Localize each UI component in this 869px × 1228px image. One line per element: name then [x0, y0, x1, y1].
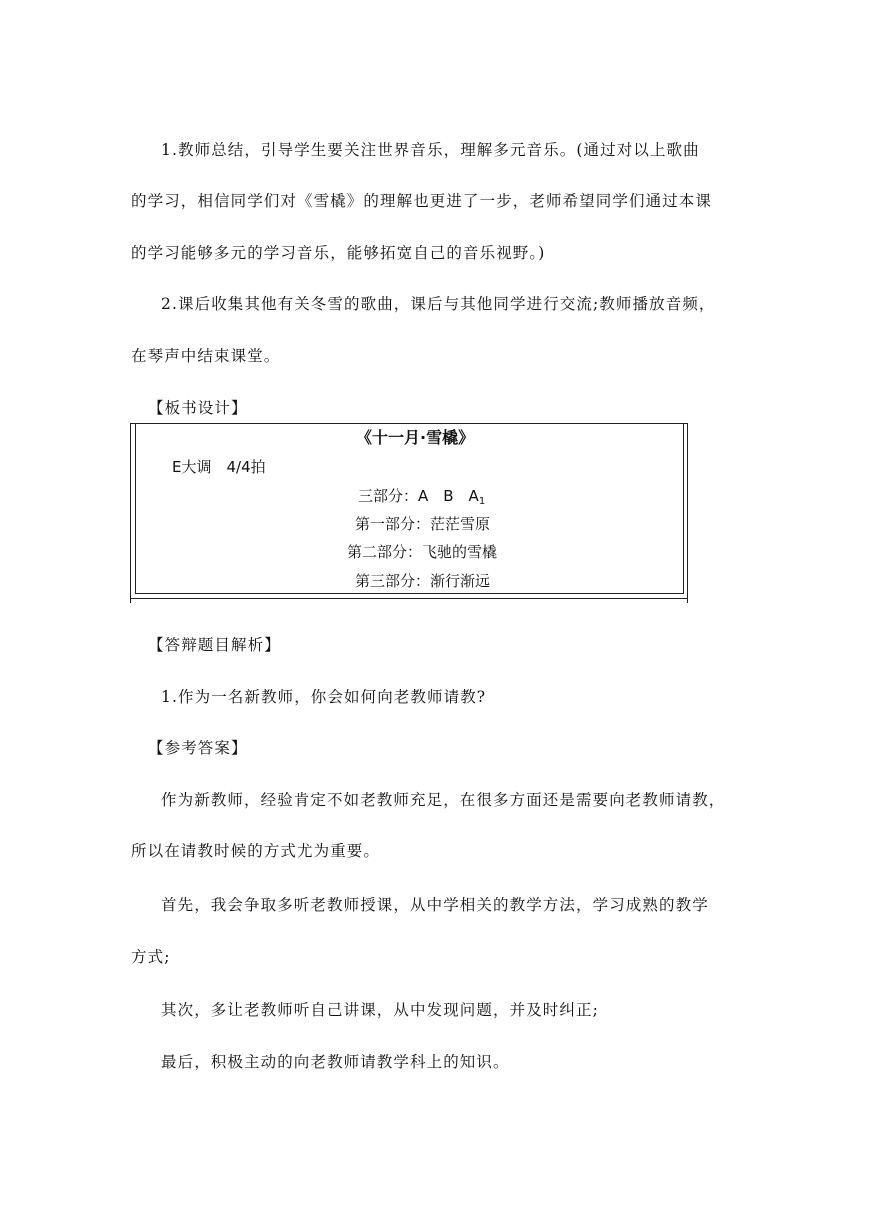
- board-frame-tail-right: [687, 599, 688, 603]
- board-frame-tail-left: [130, 599, 131, 603]
- defense-question: 1.作为一名新教师，你会如何向老教师请教?: [161, 688, 487, 706]
- answer-paragraph-2-line-1: 首先，我会争取多听老教师授课，从中学相关的教学方法，学习成熟的教学: [161, 896, 709, 914]
- board-title: 《十一月·雪橇》: [356, 428, 475, 447]
- paragraph-2-line-1: 2.课后收集其他有关冬雪的歌曲，课后与其他同学进行交流;教师播放音频，: [161, 295, 716, 313]
- answer-paragraph-4: 最后，积极主动的向老教师请教学科上的知识。: [161, 1053, 510, 1071]
- answer-paragraph-1-line-2: 所以在请教时候的方式尤为重要。: [131, 842, 381, 860]
- board-part-2: 第二部分：飞驰的雪橇: [347, 543, 498, 561]
- board-parts-subscript: 1: [478, 496, 486, 507]
- board-design-inner-frame: [135, 424, 684, 594]
- paragraph-1-line-1: 1.教师总结，引导学生要关注世界音乐，理解多元音乐。(通过对以上歌曲: [161, 141, 700, 159]
- answer-paragraph-2-line-2: 方式;: [131, 948, 171, 966]
- board-parts-structure: [358, 486, 485, 509]
- answer-paragraph-3: 其次，多让老教师听自己讲课，从中发现问题，并及时纠正;: [161, 1001, 599, 1019]
- board-key-meter: E大调 4/4拍: [172, 458, 266, 476]
- defense-analysis-heading: 【答辩题目解析】: [148, 636, 281, 654]
- paragraph-1-line-2: 的学习，相信同学们对《雪橇》的理解也更进了一步，老师希望同学们通过本课: [131, 192, 713, 210]
- board-part-1: 第一部分：茫茫雪原: [355, 515, 491, 533]
- paragraph-2-line-2: 在琴声中结束课堂。: [131, 347, 281, 365]
- paragraph-1-line-3: 的学习能够多元的学习音乐，能够拓宽自己的音乐视野。): [131, 244, 546, 262]
- board-design-heading: 【板书设计】: [148, 399, 248, 417]
- board-part-3: 第三部分：渐行渐远: [355, 572, 491, 590]
- reference-answer-heading: 【参考答案】: [148, 739, 248, 757]
- answer-paragraph-1-line-1: 作为新教师，经验肯定不如老教师充足，在很多方面还是需要向老教师请教，: [161, 791, 726, 809]
- board-parts-label: 三部分：A B A: [358, 487, 479, 505]
